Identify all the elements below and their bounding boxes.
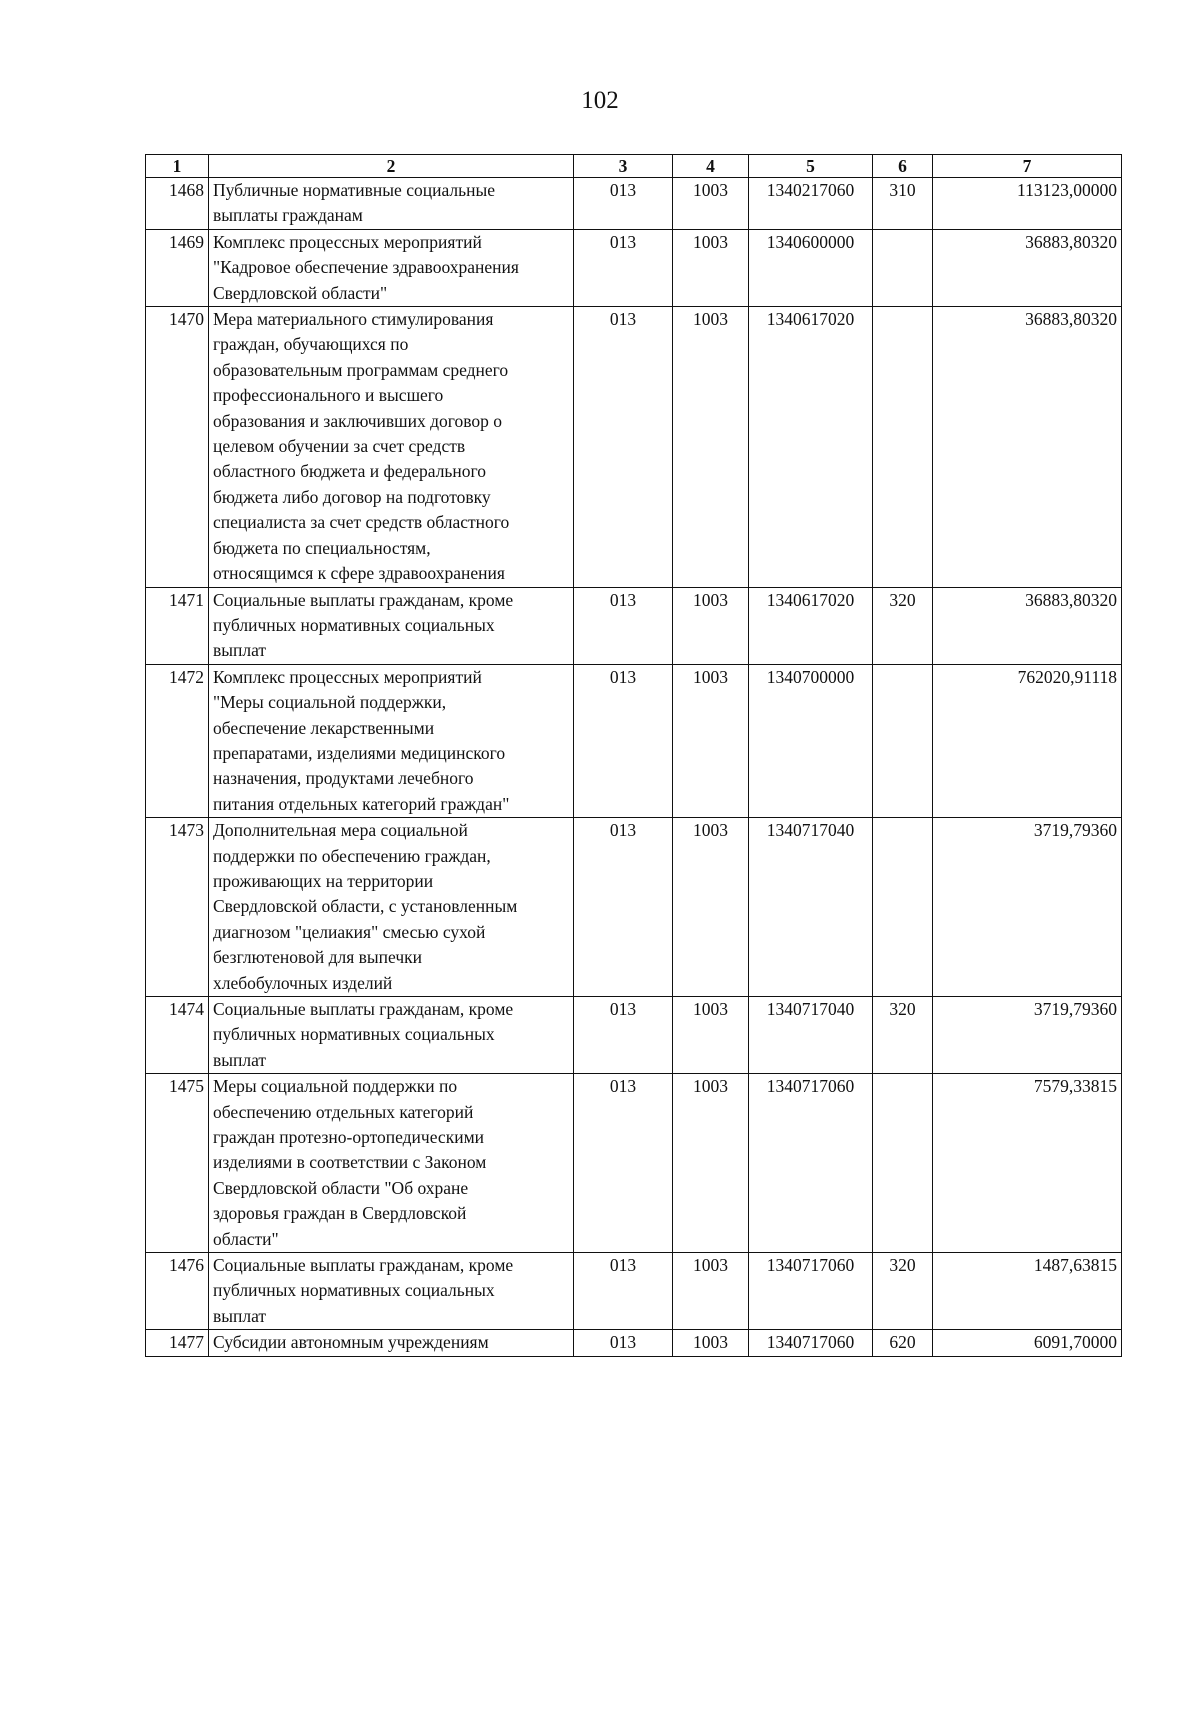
row-col-6 xyxy=(873,664,933,817)
header-col-6: 6 xyxy=(873,155,933,178)
row-name: Меры социальной поддержки по обеспечению отдельных категорий граждан протезно-ортопедическими изделиями в соответствии с Законом Свердловской области "Об охране здоровья граждан в Свердловской области" xyxy=(209,1074,574,1253)
row-col-4: 1003 xyxy=(673,997,749,1074)
row-number: 1470 xyxy=(146,307,209,587)
table-row xyxy=(146,1330,1122,1356)
row-name: Социальные выплаты гражданам, кроме публичных нормативных социальных выплат xyxy=(209,997,574,1074)
row-name: Комплекс процессных мероприятий "Меры социальной поддержки, обеспечение лекарственными препаратами, изделиями медицинского назначения, продуктами лечебного питания отдельных категорий граждан" xyxy=(209,664,574,817)
row-col-4: 1003 xyxy=(673,664,749,817)
table-row xyxy=(146,178,1122,230)
row-col-5: 1340617020 xyxy=(749,587,873,664)
row-col-5: 1340600000 xyxy=(749,229,873,306)
row-col-4: 1003 xyxy=(673,178,749,230)
table-row xyxy=(146,664,1122,817)
row-sum: 762020,91118 xyxy=(933,664,1122,817)
table-row xyxy=(146,229,1122,306)
row-name: Комплекс процессных мероприятий "Кадровое обеспечение здравоохранения Свердловской области" xyxy=(209,229,574,306)
header-row xyxy=(146,155,1122,178)
row-col-3: 013 xyxy=(574,229,673,306)
row-col-3: 013 xyxy=(574,818,673,997)
row-name: Дополнительная мера социальной поддержки по обеспечению граждан, проживающих на территории Свердловской области, с установленным диагнозом "целиакия" смесью сухой безглютеновой для выпечки хлебобулочных изделий xyxy=(209,818,574,997)
row-col-3: 013 xyxy=(574,1074,673,1253)
row-col-4: 1003 xyxy=(673,587,749,664)
row-number: 1468 xyxy=(146,178,209,230)
table-row xyxy=(146,1074,1122,1253)
row-sum: 36883,80320 xyxy=(933,307,1122,587)
row-col-5: 1340717040 xyxy=(749,997,873,1074)
table-row xyxy=(146,818,1122,997)
row-number: 1477 xyxy=(146,1330,209,1356)
row-col-5: 1340717040 xyxy=(749,818,873,997)
row-col-4: 1003 xyxy=(673,818,749,997)
row-col-5: 1340617020 xyxy=(749,307,873,587)
table-row xyxy=(146,587,1122,664)
row-col-5: 1340717060 xyxy=(749,1074,873,1253)
row-sum: 7579,33815 xyxy=(933,1074,1122,1253)
row-sum: 36883,80320 xyxy=(933,587,1122,664)
row-col-6: 310 xyxy=(873,178,933,230)
table-row xyxy=(146,997,1122,1074)
row-number: 1469 xyxy=(146,229,209,306)
row-col-5: 1340217060 xyxy=(749,178,873,230)
row-col-3: 013 xyxy=(574,1253,673,1330)
row-col-3: 013 xyxy=(574,307,673,587)
header-col-1: 1 xyxy=(146,155,209,178)
table-row xyxy=(146,1253,1122,1330)
budget-table xyxy=(145,154,1122,1357)
row-name: Публичные нормативные социальные выплаты гражданам xyxy=(209,178,574,230)
row-number: 1474 xyxy=(146,997,209,1074)
row-col-4: 1003 xyxy=(673,1253,749,1330)
row-number: 1472 xyxy=(146,664,209,817)
table-header xyxy=(146,155,1122,178)
row-col-4: 1003 xyxy=(673,1330,749,1356)
row-col-4: 1003 xyxy=(673,307,749,587)
row-col-3: 013 xyxy=(574,178,673,230)
row-col-3: 013 xyxy=(574,587,673,664)
row-sum: 3719,79360 xyxy=(933,997,1122,1074)
header-col-7: 7 xyxy=(933,155,1122,178)
row-col-6: 320 xyxy=(873,1253,933,1330)
row-col-5: 1340700000 xyxy=(749,664,873,817)
row-col-3: 013 xyxy=(574,664,673,817)
row-col-6 xyxy=(873,1074,933,1253)
row-col-6 xyxy=(873,818,933,997)
header-col-2: 2 xyxy=(209,155,574,178)
row-name: Мера материального стимулирования граждан, обучающихся по образовательным программам среднего профессионального и высшего образования и заключивших договор о целевом обучении за счет средств областного бюджета и федерального бюджета либо договор на подготовку специалиста за счет средств областного бюджета по специальностям, относящимся к сфере здравоохранения xyxy=(209,307,574,587)
row-col-6: 320 xyxy=(873,997,933,1074)
row-name: Социальные выплаты гражданам, кроме публичных нормативных социальных выплат xyxy=(209,587,574,664)
header-col-5: 5 xyxy=(749,155,873,178)
row-col-6: 620 xyxy=(873,1330,933,1356)
row-col-3: 013 xyxy=(574,1330,673,1356)
row-name: Социальные выплаты гражданам, кроме публичных нормативных социальных выплат xyxy=(209,1253,574,1330)
row-sum: 3719,79360 xyxy=(933,818,1122,997)
header-col-3: 3 xyxy=(574,155,673,178)
row-number: 1476 xyxy=(146,1253,209,1330)
table-row xyxy=(146,307,1122,587)
row-col-6 xyxy=(873,229,933,306)
header-col-4: 4 xyxy=(673,155,749,178)
row-sum: 1487,63815 xyxy=(933,1253,1122,1330)
row-name: Субсидии автономным учреждениям xyxy=(209,1330,574,1356)
row-sum: 113123,00000 xyxy=(933,178,1122,230)
row-col-5: 1340717060 xyxy=(749,1253,873,1330)
row-number: 1475 xyxy=(146,1074,209,1253)
row-number: 1473 xyxy=(146,818,209,997)
table-body xyxy=(146,178,1122,1357)
row-col-4: 1003 xyxy=(673,1074,749,1253)
row-sum: 6091,70000 xyxy=(933,1330,1122,1356)
row-col-6 xyxy=(873,307,933,587)
row-sum: 36883,80320 xyxy=(933,229,1122,306)
row-number: 1471 xyxy=(146,587,209,664)
page-number: 102 xyxy=(581,87,619,114)
row-col-5: 1340717060 xyxy=(749,1330,873,1356)
row-col-4: 1003 xyxy=(673,229,749,306)
row-col-3: 013 xyxy=(574,997,673,1074)
row-col-6: 320 xyxy=(873,587,933,664)
